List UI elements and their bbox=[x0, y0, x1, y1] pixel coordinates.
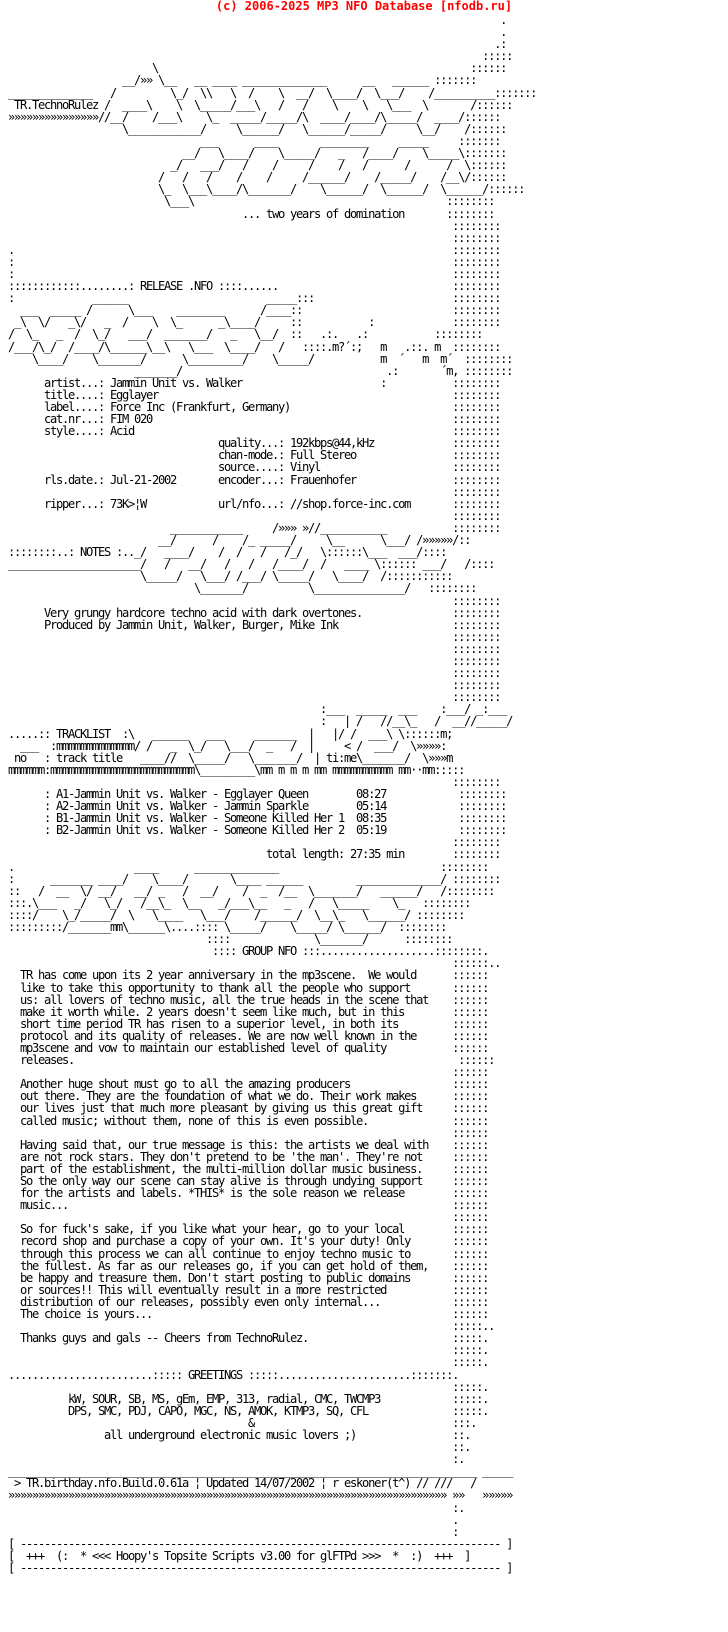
nfo-ascii-document: . . .: ::::: \ :::::: __/»» \__ __ ____ ______________ __ ______ ::::::: ______________ / \_/ \\ \ / \ __/ \____/ \___/ /__________::::::: TR.TechnoRulez / ____\ \ \_____/___\ / / \ \ \___ \ /:::::: »»»»»»»»»»»»»»»//__/ /___\ \_ _____/_____/\ ____/____/\_____/ ____/:::::: \____________/ \______/ \______/_____/ \__/ /:::::: ___ ____ ________ _____ ::::::: __/ \____/ \_____/ _ /____/ \_____\::::::: _/ ___/ / / / / / / / \:::::: / / / / / /______/ /_____/ /__\/:::::: \_ \___\____/\_______/ \______/ \______/ \______/:::::: \___\ :::::::: ... two years of domination :::::::: :::::::: :::::::: . :::::::: : :::::::: : :::::::: ::::::::::::........: RELEASE .NFO ::::...... :::::::: : ______ _____::: :::::::: ___ _____ / \___ ________ /____:: :::::::: _\ \/ _\/ _ / \ \_ _\____/ :: : :::::::: / \_ _ / \_/ ___/ _______/ _ \__/ :: .:. .: :::::::: /___/\_/ /____/\______\__\ \___ \____/ / ::::.m?´:; m .::. m :::::::: \____/ \_______/ \_________/ \_____/ m ´ m m´ :::::::: _______/ .: ´m, :::::::: artist...: Jammin Unit vs. Walker : :::::::: title....: Egglayer :::::::: label....: Force Inc (Frankfurt, Germany) :::::::: cat.nr...: FIM 020 :::::::: style....: Acid :::::::: quality...: 192kbps@44,kHz :::::::: chan-mode.: Full Stereo :::::::: source....: Vinyl :::::::: rls.date.: Jul-21-2002 encoder...: Frauenhofer :::::::: :::::::: ripper...: 73K>¦W url/nfo...: //shop.force-inc.com :::::::: :::::::: ____________ /»»» »//___________ :::::::: __/ / /_ _____/ \__ \___/ /»»»»»/:: ::::::::..: NOTES :.._/ ____/ / / / /_/ \::::::\___ ___/:::: ______________________/ / __/ / / /____/ / ____ \:::::: ___/ /:::: \_____/ \___/ /___/ \_____/ \____/ /::::::::::: \_______/ \_______________/ :::::::: :::::::: Very grungy hardcore techno acid with dark overtones. :::::::: Produced by Jammin Unit, Walker, Burger, Mike Ink :::::::: :::::::: :::::::: :::::::: :::::::: :::::::: :::::::: :___ _____ ___ :___/ _:___ : | / //__\_ / __//_____/ .....:: TRACKLIST :\ ______ ___ _______ | |/ / ___\ \::::::m; ___ :mmmmmmmmmmmmm/ / _ \_/ \___/ _ / | < / ___/ \»»»»: no : track title ____// \_____/ \_______/ | ti:me\_______/ \»»»m mmmmmm:mmmmmmmmmmmmmmmmmmmmmmmm\_________\mm m m m mm mmmmmmmmmm mm··mm::::: :::::::: : A1-Jammin Unit vs. Walker - Egglayer Queen 08:27 :::::::: : A2-Jammin Unit vs. Walker - Jammin Sparkle 05:14 :::::::: : B1-Jammin Unit vs. Walker - Someone Killed Her 1 08:35 :::::::: : B2-Jammin Unit vs. Walker - Someone Killed Her 2 05:19 :::::::: :::::::: total length: 27:35 min :::::::: . ____ ______________ :::::::: : _______ ____/ \____/ \____ ______ ______________/ :::::::: :: / __ \/ __/ __/ _ / __/ / _ /__ \_______/ ______/ /:::::::: :::.\___ _/ \_/ /__\_ \__ _/___\__ _ / \_____ \_ :::::::: ::::/ \_/_____/ \ \____ \___/ /______/ \__\_ \______/ :::::::: :::::::::/_______mm\______\....:::: \_____/ \_____/ \______/ :::::::: :::: \_______/ :::::::: :::: GROUP NFO :::...................::::::::. ::::::.. TR has come upon its 2 year anniversary in the mp3scene. We would :::::: like to take this opportunity to thank all the people who support :::::: us: all lovers of techno music, all the true heads in the scene that :::::: make it worth while. 2 years doesn't seem like much, but in this :::::: short time period TR has risen to a superior level, in both its :::::: protocol and its quality of releases. We are now well known in the :::::: mp3scene and vow to maintain our established level of quality :::::: releases. :::::: :::::: Another huge shout must go to all the amazing producers :::::: out there. They are the foundation of what we do. Their work makes :::::: our lives just that much more pleasant by giving us this great gift :::::: called music; without them, none of this is even possible. :::::: :::::: Having said that, our true message is this: the artists we deal with :::::: are not rock stars. They don't pretend to be 'the man'. They're not :::::: part of the establishment, the multi-million dollar music business. :::::: So the only way our scene can stay alive is through undying support :::::: for the artists and labels. *THIS* is the sole reason we release :::::: music... :::::: :::::: So for fuck's sake, if you like what your hear, go to your local :::::: record shop and purchase a copy of your own. It's your duty! Only :::::: through this process we can all continue to enjoy techno music to :::::: the fullest. As far as our releases go, if you can get hold of them, :::::: be happy and treasure them. Don't start posting to public domains :::::: or sources!! This will eventually result in a more restricted :::::: distribution of our releases, possibly even only internal... :::::: The choice is yours... :::::: :::::.. Thanks guys and gals -- Cheers from TechnoRulez. :::::. :::::. :::::. ........................::::: GREETINGS :::::......................:::::::. :::::. kW, SOUR, SB, MS, gEm, EMP, 313, radial, CMC, TWCMP3 :::::. DPS, SMC, PDJ, CAPO, MGC, NS, AMOK, KTMP3, SQ, CFL :::::. & :::. all underground electronic music lovers ;) ::. ::. :. ______________________________________________________________________________ _____ > TR.birthday.nfo.Build.0.61a ¦ Updated 14/07/2002 ¦ r eskoner(t^) // /// / »»»»»»»»»»»»»»»»»»»»»»»»»»»»»»»»»»»»»»»»»»»»»»»»»»»»»»»»»»»»»»»»»»»»»»»»» »» »»»»» :. . : [ -------------------------------------------------------------------------------- ] [ +++ (: * <<< Hoopy's Topsite Scripts v3.00 for glFTPd >>> * :) +++ ] [ -------------------------------------------------------------------------------- ] bbox=[8, 13, 537, 1575]
copyright-text: (c) 2006-2025 MP3 NFO Database [nfodb.ru] bbox=[215, 0, 513, 13]
copyright-banner bbox=[0, 0, 728, 13]
